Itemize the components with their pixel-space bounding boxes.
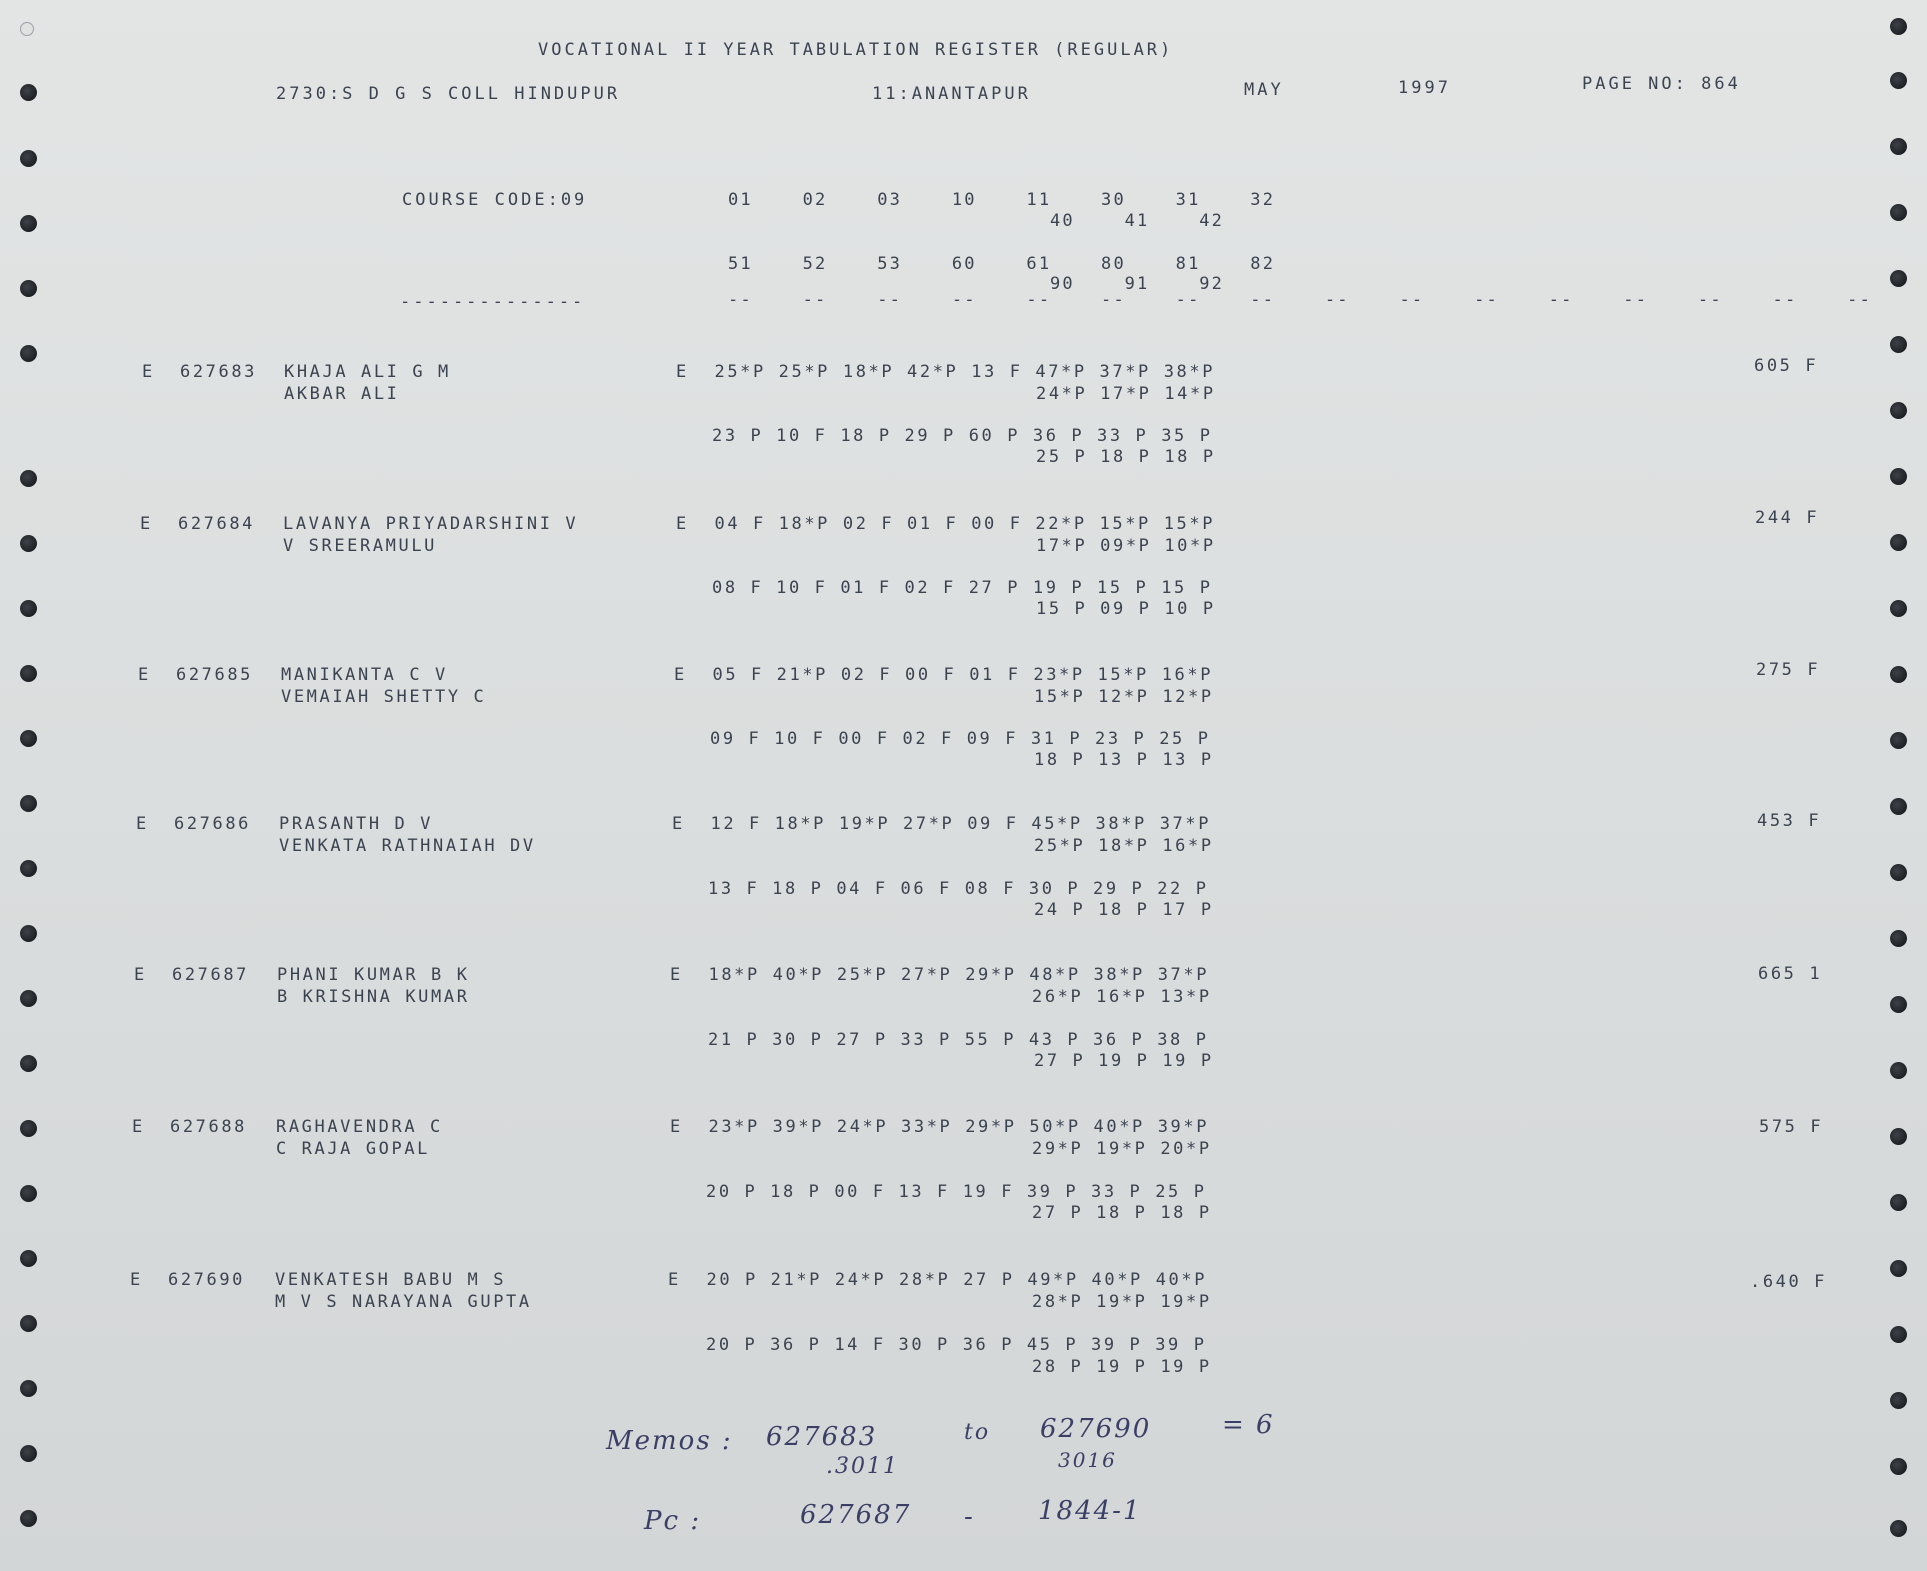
parent-name: B KRISHNA KUMAR [277,987,470,1007]
sprocket-hole [1890,18,1907,35]
marks-line-2: 15*P 12*P 12*P [1034,687,1214,707]
subject-codes-row2-sub: 90 91 92 [1050,274,1225,294]
marks-line-4: 28 P 19 P 19 P [1032,1357,1212,1377]
exam-year: 1997 [1398,78,1451,98]
marks-line-3: 20 P 36 P 14 F 30 P 36 P 45 P 39 P 39 P [706,1335,1207,1355]
marks-line-1: E 25*P 25*P 18*P 42*P 13 F 47*P 37*P 38*P [676,362,1216,382]
sprocket-hole [20,280,37,297]
exam-code: E [138,665,151,685]
marks-line-4: 25 P 18 P 18 P [1036,447,1216,467]
sprocket-hole [20,345,37,362]
exam-month: MAY [1244,80,1284,100]
sprocket-hole [1890,732,1907,749]
memos-label: Memos : [606,1426,733,1456]
sprocket-hole [1890,138,1907,155]
sprocket-hole [1890,1520,1907,1537]
sprocket-hole [1890,1458,1907,1475]
roll-number: 627690 [168,1270,246,1290]
page-number: PAGE NO: 864 [1582,74,1741,94]
memo-to-serial: 3016 [1058,1448,1117,1472]
pc-value: 1844-1 [1038,1496,1142,1526]
marks-line-1: E 04 F 18*P 02 F 01 F 00 F 22*P 15*P 15*P [676,514,1216,534]
sprocket-hole [20,22,34,36]
parent-name: VEMAIAH SHETTY C [281,687,487,707]
subject-codes-row2: 51 52 53 60 61 80 81 82 [728,254,1276,274]
subject-codes-row1-sub: 40 41 42 [1050,211,1225,231]
marks-line-4: 27 P 18 P 18 P [1032,1203,1212,1223]
sprocket-hole [20,1510,37,1527]
memo-to-roll: 627690 [1040,1414,1152,1444]
marks-line-2: 29*P 19*P 20*P [1032,1139,1212,1159]
roll-number: 627684 [178,514,256,534]
roll-number: 627687 [172,965,250,985]
header-rule-name: -------------- [400,292,586,312]
roll-number: 627686 [174,814,252,834]
marks-line-1: E 18*P 40*P 25*P 27*P 29*P 48*P 38*P 37*P [670,965,1210,985]
sprocket-hole [1890,864,1907,881]
sprocket-hole [1890,204,1907,221]
student-name: KHAJA ALI G M [284,362,451,382]
marks-line-3: 09 F 10 F 00 F 02 F 09 F 31 P 23 P 25 P [710,729,1211,749]
register-title: VOCATIONAL II YEAR TABULATION REGISTER (REGULAR) [538,40,1174,60]
header-rule-columns: -- -- -- -- -- -- -- -- -- -- -- -- -- -- -- -- [728,290,1873,310]
sprocket-hole [20,860,37,877]
marks-line-1: E 20 P 21*P 24*P 28*P 27 P 49*P 40*P 40*P [668,1270,1208,1290]
sprocket-hole [20,600,37,617]
marks-line-2: 17*P 09*P 10*P [1036,536,1216,556]
sprocket-hole [1890,1392,1907,1409]
marks-line-2: 24*P 17*P 14*P [1036,384,1216,404]
marks-line-4: 18 P 13 P 13 P [1034,750,1214,770]
pc-label: Pc : [644,1506,702,1536]
sprocket-hole [20,1120,37,1137]
sprocket-hole [1890,270,1907,287]
marks-line-2: 28*P 19*P 19*P [1032,1292,1212,1312]
right-sprocket-holes [1890,0,1920,1571]
sprocket-hole [20,535,37,552]
sprocket-hole [1890,1062,1907,1079]
sprocket-hole [20,215,37,232]
student-name: PRASANTH D V [279,814,434,834]
roll-number: 627683 [180,362,258,382]
exam-code: E [142,362,155,382]
sprocket-hole [1890,666,1907,683]
sprocket-hole [20,925,37,942]
sprocket-hole [20,990,37,1007]
parent-name: AKBAR ALI [284,384,400,404]
marks-line-3: 13 F 18 P 04 F 06 F 08 F 30 P 29 P 22 P [708,879,1209,899]
sprocket-hole [1890,534,1907,551]
marks-line-4: 15 P 09 P 10 P [1036,599,1216,619]
exam-code: E [136,814,149,834]
course-code: COURSE CODE:09 [402,190,588,210]
marks-line-4: 27 P 19 P 19 P [1034,1051,1214,1071]
sprocket-hole [1890,1194,1907,1211]
sprocket-hole [20,84,37,101]
total-result: 605 F [1754,356,1819,376]
marks-line-3: 08 F 10 F 01 F 02 F 27 P 19 P 15 P 15 P [712,578,1213,598]
parent-name: VENKATA RATHNAIAH DV [279,836,536,856]
sprocket-hole [20,1185,37,1202]
sprocket-hole [1890,930,1907,947]
total-result: 665 1 [1758,964,1823,984]
sprocket-hole [1890,402,1907,419]
total-result: .640 F [1750,1272,1828,1292]
sprocket-hole [1890,798,1907,815]
total-result: 453 F [1757,811,1822,831]
district-name: 11:ANANTAPUR [872,84,1031,104]
sprocket-hole [1890,996,1907,1013]
marks-line-1: E 12 F 18*P 19*P 27*P 09 F 45*P 38*P 37*P [672,814,1212,834]
roll-number: 627685 [176,665,254,685]
marks-line-3: 21 P 30 P 27 P 33 P 55 P 43 P 36 P 38 P [708,1030,1209,1050]
sprocket-hole [20,1315,37,1332]
sprocket-hole [20,1055,37,1072]
roll-number: 627688 [170,1117,248,1137]
subject-codes-row1: 01 02 03 10 11 30 31 32 [728,190,1276,210]
sprocket-hole [1890,1260,1907,1277]
sprocket-hole [20,1445,37,1462]
student-name: LAVANYA PRIYADARSHINI V [283,514,579,534]
student-name: MANIKANTA C V [281,665,448,685]
student-name: PHANI KUMAR B K [277,965,470,985]
sprocket-hole [1890,468,1907,485]
exam-code: E [134,965,147,985]
sprocket-hole [20,150,37,167]
total-result: 244 F [1755,508,1820,528]
sprocket-hole [20,795,37,812]
total-result: 275 F [1756,660,1821,680]
sprocket-hole [1890,1326,1907,1343]
exam-code: E [140,514,153,534]
parent-name: C RAJA GOPAL [276,1139,431,1159]
pc-roll: 627687 [800,1500,912,1530]
sprocket-hole [1890,336,1907,353]
student-name: RAGHAVENDRA C [276,1117,443,1137]
marks-line-3: 20 P 18 P 00 F 13 F 19 F 39 P 33 P 25 P [706,1182,1207,1202]
marks-line-3: 23 P 10 F 18 P 29 P 60 P 36 P 33 P 35 P [712,426,1213,446]
sprocket-hole [20,1250,37,1267]
parent-name: M V S NARAYANA GUPTA [275,1292,532,1312]
sprocket-hole [20,470,37,487]
marks-line-1: E 23*P 39*P 24*P 33*P 29*P 50*P 40*P 39*P [670,1117,1210,1137]
marks-line-1: E 05 F 21*P 02 F 00 F 01 F 23*P 15*P 16*P [674,665,1214,685]
sprocket-hole [1890,1128,1907,1145]
sprocket-hole [20,1380,37,1397]
exam-code: E [132,1117,145,1137]
sprocket-hole [20,665,37,682]
sprocket-hole [20,730,37,747]
memo-separator: to [964,1420,991,1445]
pc-dash: - [964,1502,975,1532]
exam-code: E [130,1270,143,1290]
memo-from-roll: 627683 [766,1422,878,1452]
marks-line-2: 25*P 18*P 16*P [1034,836,1214,856]
sprocket-hole [1890,600,1907,617]
marks-line-2: 26*P 16*P 13*P [1032,987,1212,1007]
student-name: VENKATESH BABU M S [275,1270,507,1290]
sprocket-hole [1890,72,1907,89]
left-sprocket-holes [20,0,50,1571]
total-result: 575 F [1759,1117,1824,1137]
marks-line-4: 24 P 18 P 17 P [1034,900,1214,920]
parent-name: V SREERAMULU [283,536,438,556]
memo-from-serial: .3011 [826,1454,899,1479]
college-name: 2730:S D G S COLL HINDUPUR [276,84,621,104]
memo-count: = 6 [1222,1410,1275,1440]
